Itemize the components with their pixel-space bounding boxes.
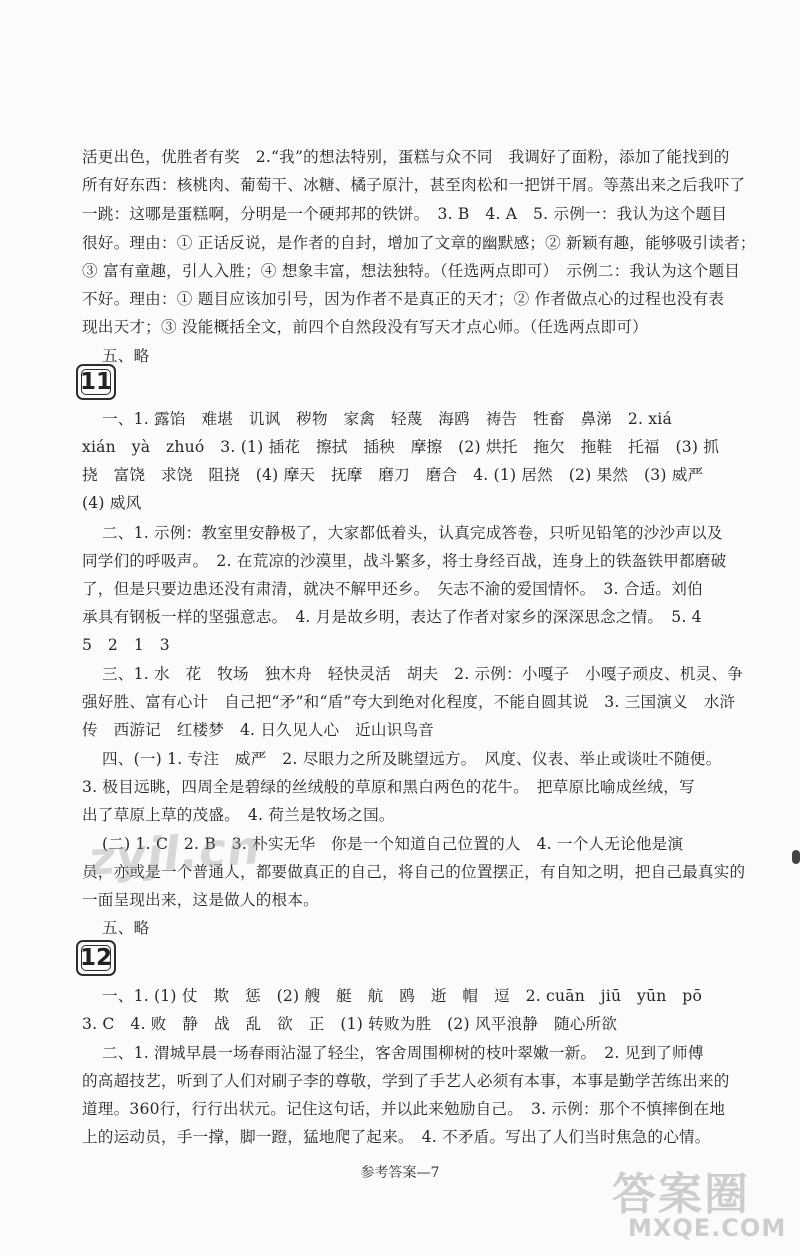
text-line: ③ 富有童趣，引人入胜；④ 想象丰富，想法独特。（任选两点即可） 示例二：我认为这个题目 bbox=[82, 262, 741, 280]
text-line: 现出天才；③ 没能概括全文，前四个自然段没有写天才点心师。（任选两点即可） bbox=[82, 318, 648, 336]
text-line: 四、(一) 1. 专注 威严 2. 尽眼力之所及眺望远方。 风度、仪表、举止或谈吐不随便。 bbox=[102, 750, 722, 768]
section-heading: 五、略 bbox=[102, 347, 150, 365]
text-line: (二) 1. C 2. B 3. 朴实无华 你是一个知道自己位置的人 4. 一个人无论他是演 bbox=[102, 835, 684, 853]
watermark-logo-subtext: MXQE.COM bbox=[628, 1214, 787, 1242]
text-line: 活更出色，优胜者有奖 2.“我”的想法特别，蛋糕与众不同 我调好了面粉，添加了能找到的 bbox=[82, 148, 730, 166]
section-badge-12: 12 bbox=[76, 940, 116, 976]
text-line: 强好胜、富有心计 自己把“矛”和“盾”夸大到绝对化程度，不能自圆其说 3. 三国演义 水浒 bbox=[82, 693, 736, 711]
text-line: 一面呈现出来，这是做人的根本。 bbox=[82, 891, 319, 909]
text-line: 承具有钢板一样的坚强意志。 4. 月是故乡明，表达了作者对家乡的深深思念之情。 5. 4 bbox=[82, 608, 702, 626]
text-line: 3. 极目远眺，四周全是碧绿的丝绒般的草原和黑白两色的花牛。 把草原比喻成丝绒，写 bbox=[82, 778, 695, 796]
text-line: 出了草原上草的茂盛。 4. 荷兰是牧场之国。 bbox=[82, 806, 395, 824]
text-line: 传 西游记 红楼梦 4. 日久见人心 近山识鸟音 bbox=[82, 721, 435, 739]
text-line: 了，但是只要边患还没有肃清，就决不解甲还乡。 矢志不渝的爱国情怀。 3. 合适。刘伯 bbox=[82, 580, 703, 598]
text-line: 5 2 1 3 bbox=[82, 636, 170, 654]
text-line: 一跳：这哪是蛋糕啊，分明是一个硬邦邦的铁饼。 3. B 4. A 5. 示例一：我认为这个题目 bbox=[82, 205, 728, 223]
text-line: 上的运动员，手一撑，脚一蹬，猛地爬了起来。 4. 不矛盾。写出了人们当时焦急的心情。 bbox=[82, 1128, 711, 1146]
text-line: 不好。理由：① 题目应该加引号，因为作者不是真正的天才；② 作者做点心的过程也没有表 bbox=[82, 290, 725, 308]
text-line: 员，亦或是一个普通人，都要做真正的自己，将自己的位置摆正，有自知之明，把自己最真实的 bbox=[82, 863, 746, 881]
text-line: 所有好东西：核桃肉、葡萄干、冰糖、橘子原汁，甚至肉松和一把饼干屑。等蒸出来之后我吓了 bbox=[82, 176, 746, 194]
text-line: 二、1. 示例：教室里安静极了，大家都低着头，认真完成答卷，只听见铅笔的沙沙声以及 bbox=[102, 524, 723, 542]
text-line: (4) 威风 bbox=[82, 494, 142, 512]
text-line: 同学们的呼吸声。 2. 在荒凉的沙漠里，战斗繁多，将士身经百战，连身上的铁盔铁甲都磨破 bbox=[82, 552, 727, 570]
watermark-logo-text: 答案圈 bbox=[612, 1169, 750, 1220]
section-heading: 五、略 bbox=[102, 919, 150, 937]
page-footer: 参考答案—7 bbox=[360, 1165, 440, 1181]
text-line: 一、1. 露馅 难堪 讥讽 秽物 家禽 轻蔑 海鸥 祷告 牲畜 鼻涕 2. xiá bbox=[102, 410, 672, 428]
text-line: 三、1. 水 花 牧场 独木舟 轻快灵活 胡夫 2. 示例：小嘎子 小嘎子顽皮、机灵、争 bbox=[102, 665, 744, 683]
edge-mark bbox=[792, 850, 800, 864]
watermark-site-text: zyjl.cn bbox=[86, 820, 263, 886]
text-line: 3. C 4. 败 静 战 乱 欲 正 (1) 转败为胜 (2) 风平浪静 随心所欲 bbox=[82, 1015, 618, 1033]
text-line: 挠 富饶 求饶 阻挠 (4) 摩天 抚摩 磨刀 磨合 4. (1) 居然 (2) 果然 (3) 威严 bbox=[82, 466, 704, 484]
text-line: 的高超技艺，听到了人们对刷子李的尊敬，学到了手艺人必须有本事，本事是勤学苦练出来的 bbox=[82, 1072, 730, 1090]
text-line: 道理。360行，行行出状元。记住这句话，并以此来勉励自己。 3. 示例：那个不慎摔倒在地 bbox=[82, 1100, 726, 1118]
text-line: 很好。理由：① 正话反说，是作者的自封，增加了文章的幽默感；② 新颖有趣，能够吸引读者； bbox=[82, 234, 756, 252]
text-line: 一、1. (1) 仗 欺 惩 (2) 艘 艇 航 鸥 逝 帽 逗 2. cuān jiū yūn pō bbox=[102, 987, 703, 1005]
text-line: xián yà zhuó 3. (1) 插花 擦拭 插秧 摩擦 (2) 烘托 拖欠 拖鞋 托福 (3) 抓 bbox=[82, 438, 720, 456]
text-line: 二、1. 渭城早晨一场春雨沾湿了轻尘，客舍周围柳树的枝叶翠嫩一新。 2. 见到了师傅 bbox=[102, 1044, 704, 1062]
section-badge-11: 11 bbox=[76, 364, 116, 400]
